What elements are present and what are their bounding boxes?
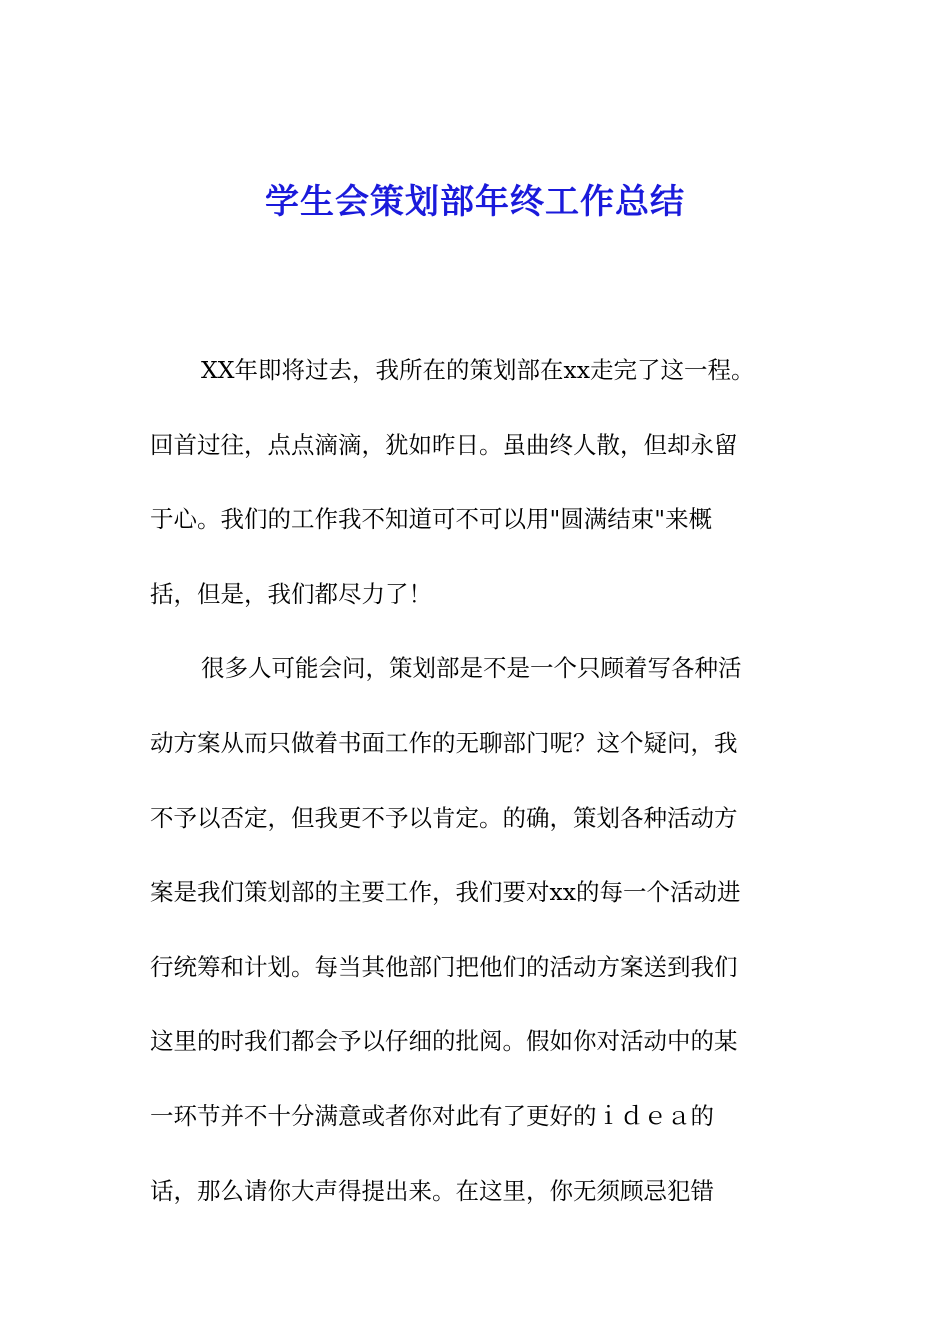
document-title: 学生会策划部年终工作总结 bbox=[265, 182, 685, 222]
text-line: 不予以否定，但我更不予以肯定。的确，策划各种活动方 bbox=[150, 803, 738, 832]
text-line: XX年即将过去，我所在的策划部在xx走完了这一程。 bbox=[201, 356, 755, 384]
text-line: 话，那么请你大声得提出来。在这里，你无须顾忌犯错 bbox=[150, 1176, 714, 1205]
text-line: 案是我们策划部的主要工作，我们要对xx的每一个活动进 bbox=[150, 878, 741, 907]
text-line: 动方案从而只做着书面工作的无聊部门呢？这个疑问，我 bbox=[150, 728, 738, 757]
text-line: 于心。我们的工作我不知道可不可以用"圆满结束"来概 bbox=[150, 505, 713, 534]
text-line: 很多人可能会问，策划部是不是一个只顾着写各种活 bbox=[201, 654, 742, 683]
text-line: 这里的时我们都会予以仔细的批阅。假如你对活动中的某 bbox=[150, 1027, 738, 1056]
text-line: 一环节并不十分满意或者你对此有了更好的ｉｄｅａ的 bbox=[150, 1101, 714, 1130]
paragraph-1 bbox=[150, 333, 800, 631]
paragraph-2 bbox=[150, 631, 800, 1228]
text-line: 行统筹和计划。每当其他部门把他们的活动方案送到我们 bbox=[150, 952, 738, 981]
document-body bbox=[150, 333, 800, 1228]
text-line: 回首过往，点点滴滴，犹如昨日。虽曲终人散，但却永留 bbox=[150, 430, 738, 459]
text-line: 括，但是，我们都尽力了！ bbox=[150, 579, 432, 608]
